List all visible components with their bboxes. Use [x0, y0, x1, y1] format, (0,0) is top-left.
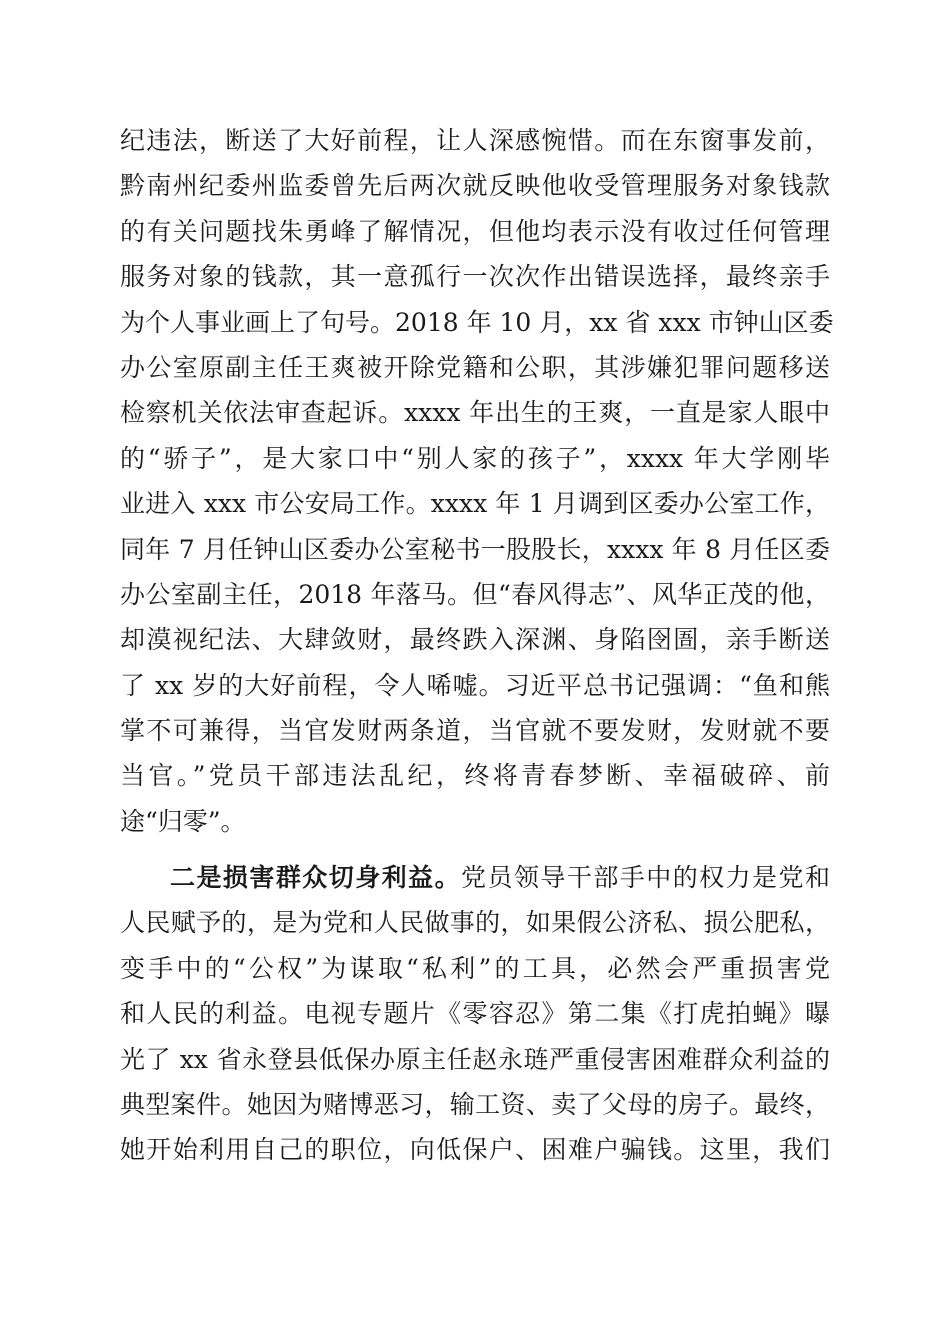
text-line: 了 xx 岁的大好前程，令人唏嘘。习近平总书记强调：“鱼和熊	[120, 670, 830, 700]
text-line: 的有关问题找朱勇峰了解情况，但他均表示没有收过任何管理	[120, 216, 830, 246]
text-line: 纪违法，断送了大好前程，让人深感惋惜。而在东窗事发前，	[120, 126, 830, 155]
text-line: 的“骄子”，是大家口中“别人家的孩子”，xxxx 年大学刚毕	[120, 443, 830, 473]
text-line: 办公室原副主任王爽被开除党籍和公职，其涉嫌犯罪问题移送	[120, 352, 830, 382]
text-fragment: 党员领导干部手中的权力是党和	[461, 863, 830, 892]
text-line: 她开始利用自己的职位，向低保户、困难户骗钱。这里，我们	[120, 1135, 830, 1165]
text-line: 人民赋予的，是为党和人民做事的，如果假公济私、损公肥私，	[120, 908, 830, 938]
text-line: 和人民的利益。电视专题片《零容忍》第二集《打虎拍蝇》曝	[120, 999, 830, 1029]
text-line: 光了 xx 省永登县低保办原主任赵永琏严重侵害困难群众利益的	[120, 1044, 830, 1074]
text-line: 却漠视纪法、大肆敛财，最终跌入深渊、身陷囹圄，亲手断送	[120, 625, 830, 655]
text-line: 途“归零”。	[120, 806, 246, 836]
paragraph-heading: 二是损害群众切身利益。	[170, 863, 462, 892]
text-line: 同年 7 月任钟山区委办公室秘书一股股长，xxxx 年 8 月任区委	[120, 534, 830, 564]
text-line: 典型案件。她因为赌博恶习，输工资、卖了父母的房子。最终，	[120, 1089, 830, 1119]
text-line: 检察机关依法审查起诉。xxxx 年出生的王爽，一直是家人眼中	[120, 398, 830, 428]
text-line: 业进入 xxx 市公安局工作。xxxx 年 1 月调到区委办公室工作，	[120, 489, 830, 519]
text-line: 为个人事业画上了句号。2018 年 10 月，xx 省 xxx 市钟山区委	[120, 307, 834, 337]
text-line: 变手中的“公权”为谋取“私利”的工具，必然会严重损害党	[120, 953, 830, 983]
paragraph-1	[120, 118, 834, 844]
paragraph-2	[120, 855, 830, 1173]
paragraph-first-line	[120, 855, 830, 900]
text-line: 当官。”党员干部违法乱纪，终将青春梦断、幸福破碎、前	[120, 761, 830, 791]
text-line: 黔南州纪委州监委曾先后两次就反映他收受管理服务对象钱款	[120, 171, 830, 201]
text-line: 服务对象的钱款，其一意孤行一次次作出错误选择，最终亲手	[120, 262, 830, 292]
text-line: 掌不可兼得，当官发财两条道，当官就不要发财，发财就不要	[120, 716, 830, 746]
text-line: 办公室副主任，2018 年落马。但“春风得志”、风华正茂的他，	[120, 579, 830, 609]
